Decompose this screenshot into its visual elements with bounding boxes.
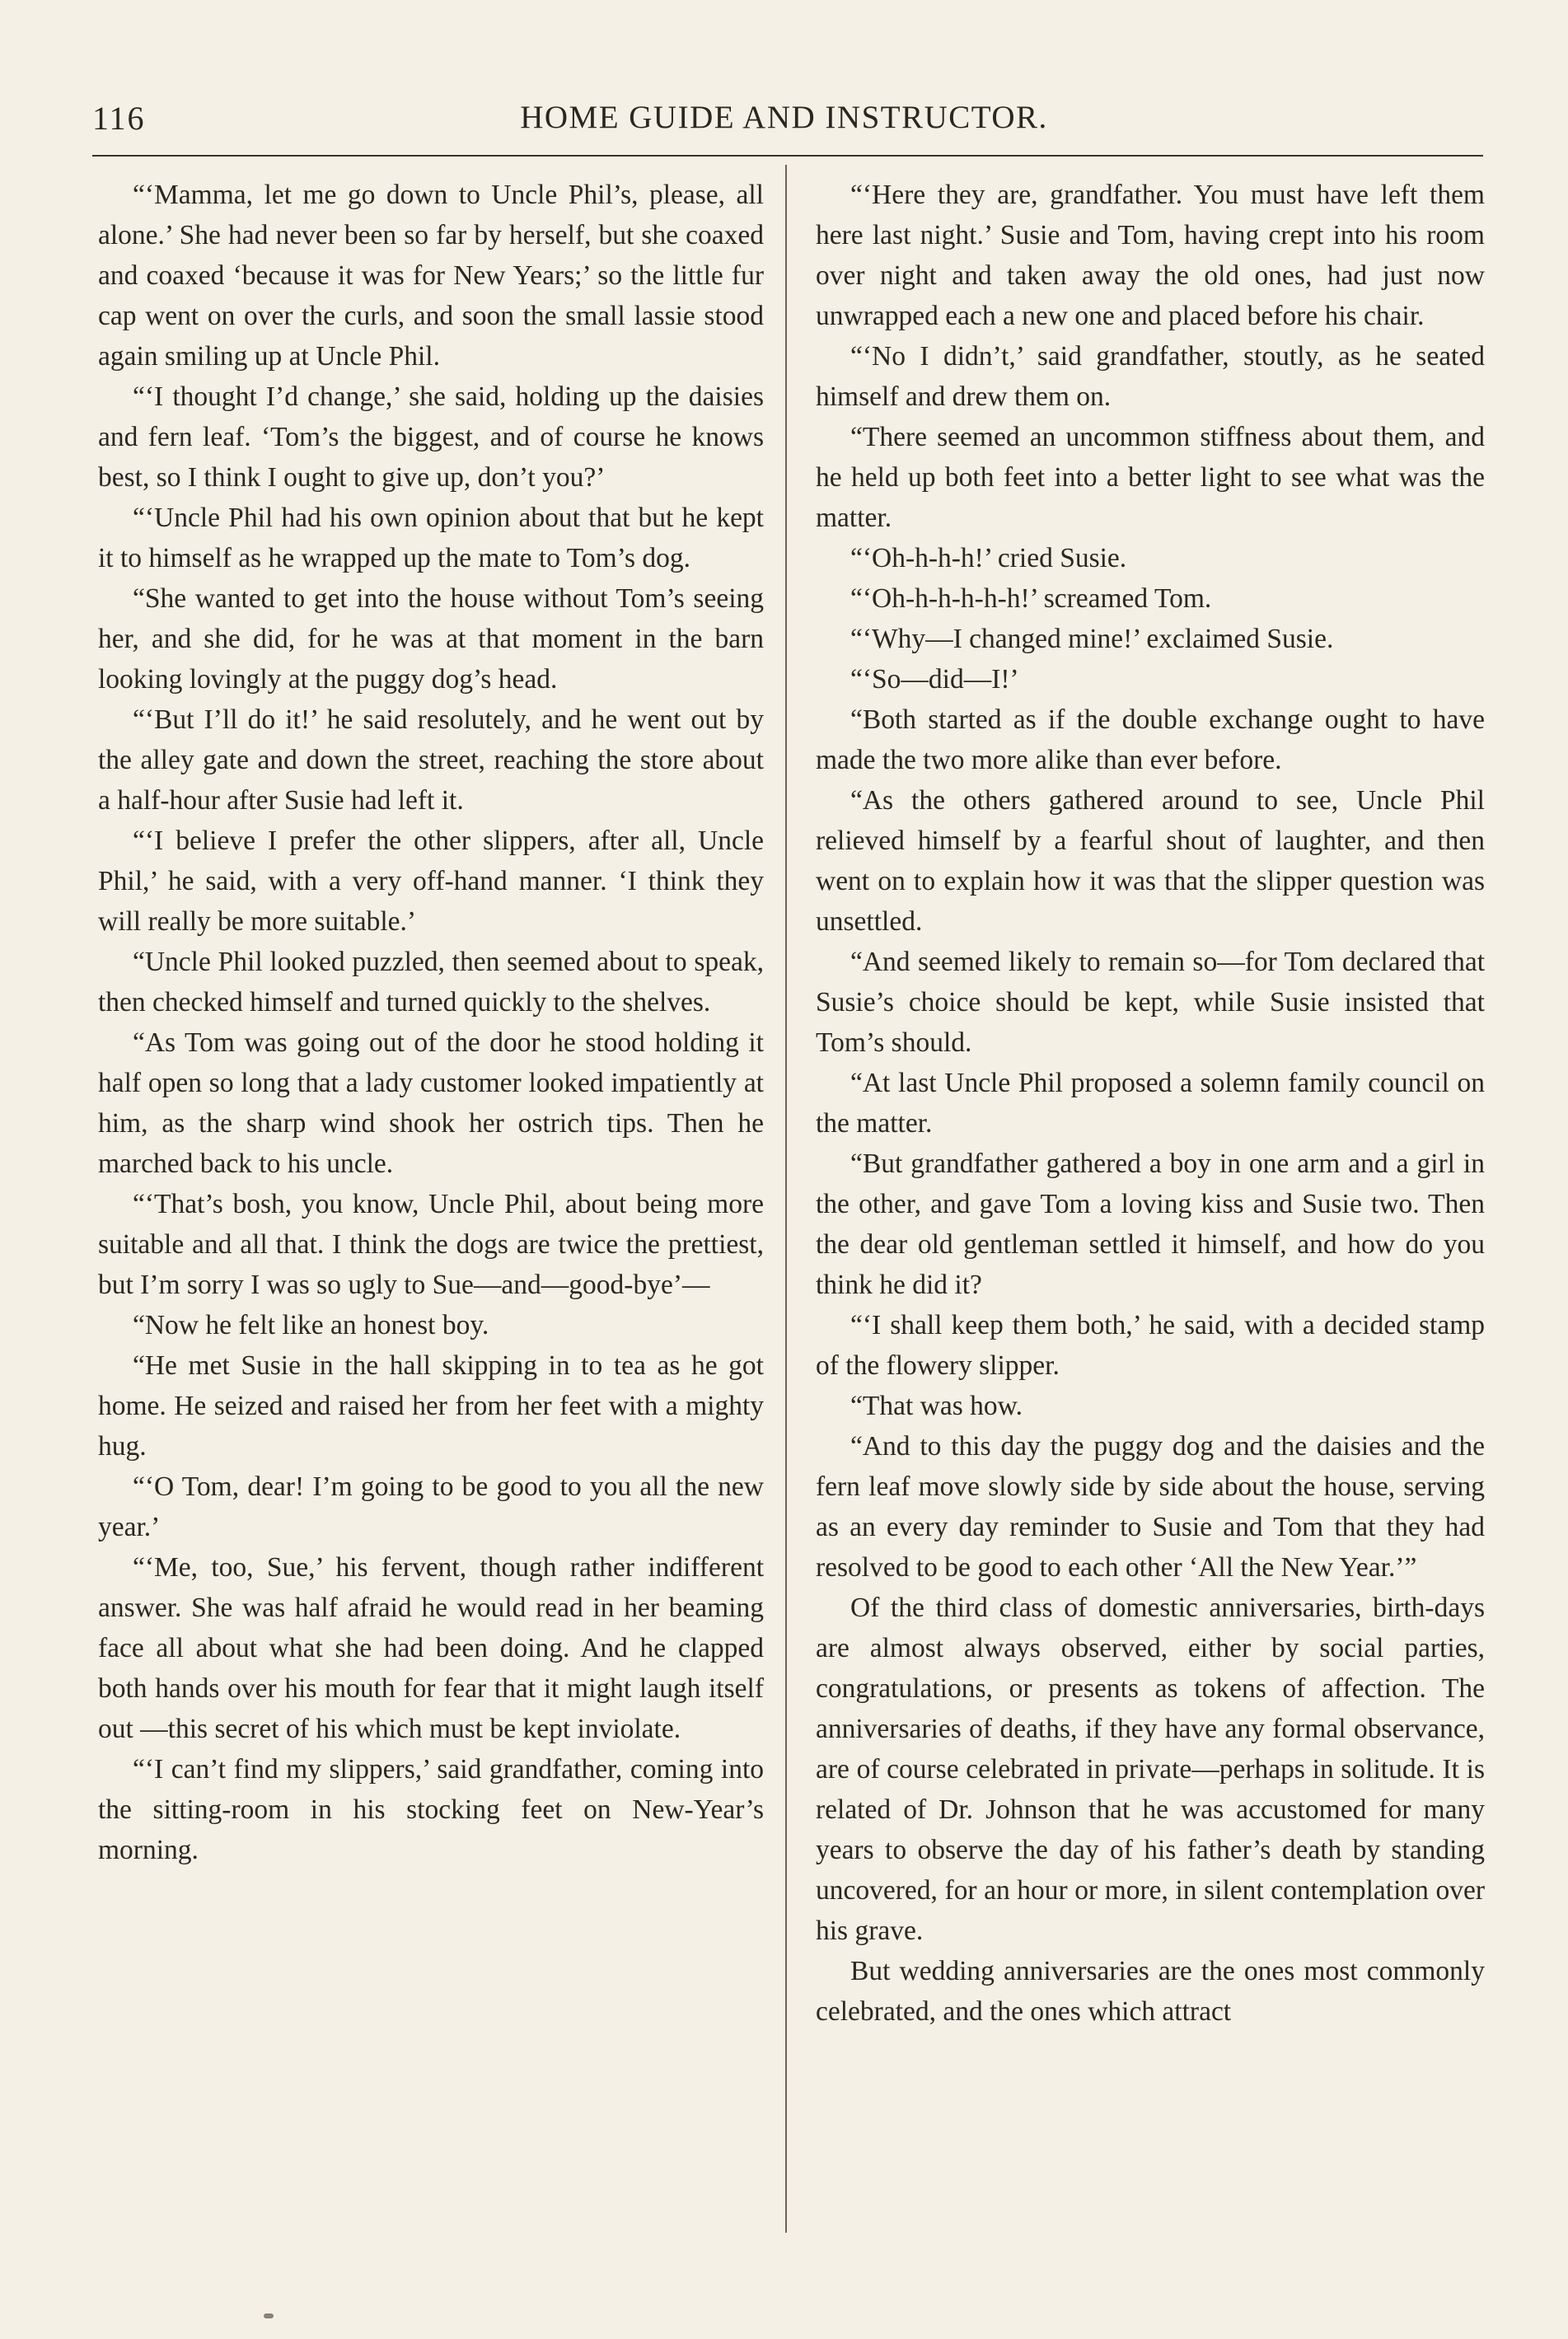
right-column	[816, 175, 1485, 2032]
paragraph: “Uncle Phil looked puzzled, then seemed about to speak, then checked himself and turned quickly to the shelves.	[98, 947, 764, 1017]
paragraph: “As the others gathered around to see, Uncle Phil relieved himself by a fearful shout of laughter, and then went on to explain how it was that the slipper question was unsettled.	[816, 785, 1485, 937]
paragraph: “Both started as if the double exchange ought to have made the two more alike than ever before.	[816, 704, 1485, 775]
paragraph: But wedding anniversaries are the ones most commonly celebrated, and the ones which attract	[816, 1956, 1485, 2027]
paragraph: “‘That’s bosh, you know, Uncle Phil, about being more suitable and all that. I think the dogs are twice the prettiest, but I’m sorry I was so ugly to Sue—and—good-bye’—	[98, 1189, 764, 1300]
paragraph: “‘Uncle Phil had his own opinion about that but he kept it to himself as he wrapped up the mate to Tom’s dog.	[98, 503, 764, 573]
paragraph: “‘No I didn’t,’ said grandfather, stoutly, as he seated himself and drew them on.	[816, 341, 1485, 412]
paragraph: “‘So—did—I!’	[850, 664, 1019, 695]
paragraph: “‘I thought I’d change,’ she said, holding up the daisies and fern leaf. ‘Tom’s the biggest, and of course he knows best, so I think I ought to give up, don’t you?’	[98, 381, 764, 493]
paragraph: “And to this day the puggy dog and the daisies and the fern leaf move slowly side by side about the house, serving as an every day reminder to Susie and Tom that they had resolved to be good to each other ‘All the New Year.’”	[816, 1431, 1485, 1583]
paragraph: “‘I shall keep them both,’ he said, with a decided stamp of the flowery slipper.	[816, 1310, 1485, 1381]
page-header	[92, 99, 1476, 148]
printer-mark	[264, 2313, 274, 2318]
paragraph: “Now he felt like an honest boy.	[133, 1310, 489, 1340]
paragraph: “‘Me, too, Sue,’ his fervent, though rather indifferent answer. She was half afraid he would read in her beaming face all about what she had been doing. And he clapped both hands over his mouth for fear that it might laugh itself out —this secret of his which must be kept inviolate.	[98, 1552, 764, 1744]
paragraph: “At last Uncle Phil proposed a solemn family council on the matter.	[816, 1068, 1485, 1139]
paragraph: “As Tom was going out of the door he stood holding it half open so long that a lady customer looked impatiently at him, as the sharp wind shook her ostrich tips. Then he marched back to his uncle.	[98, 1027, 764, 1179]
paragraph: “‘O Tom, dear! I’m going to be good to you all the new year.’	[98, 1471, 764, 1542]
running-title: HOME GUIDE AND INSTRUCTOR.	[520, 100, 1048, 135]
page-number: 116	[92, 100, 146, 137]
paragraph: “And seemed likely to remain so—for Tom declared that Susie’s choice should be kept, while Susie insisted that Tom’s should.	[816, 947, 1485, 1058]
paragraph: “‘Oh-h-h-h!’ cried Susie.	[850, 543, 1127, 573]
paragraph: “‘But I’ll do it!’ he said resolutely, and he went out by the alley gate and down the street, reaching the store about a half-hour after Susie had left it.	[98, 704, 764, 816]
paragraph: “‘Mamma, let me go down to Uncle Phil’s, please, all alone.’ She had never been so far by herself, but she coaxed and coaxed ‘because it was for New Years;’ so the little fur cap went on over the curls, and soon the small lassie stood again smiling up at Uncle Phil.	[98, 180, 764, 372]
paragraph: “She wanted to get into the house without Tom’s seeing her, and she did, for he was at that moment in the barn looking lovingly at the puggy dog’s head.	[98, 583, 764, 695]
header-rule	[92, 155, 1483, 157]
paragraph: “There seemed an uncommon stiffness about them, and he held up both feet into a better light to see what was the matter.	[816, 422, 1485, 533]
paragraph: “He met Susie in the hall skipping in to tea as he got home. He seized and raised her from her feet with a mighty hug.	[98, 1350, 764, 1462]
paragraph: “‘I believe I prefer the other slippers, after all, Uncle Phil,’ he said, with a very off-hand manner. ‘I think they will really be more suitable.’	[98, 826, 764, 937]
paragraph: “‘I can’t find my slippers,’ said grandfather, coming into the sitting-room in his stocking feet on New-Year’s morning.	[98, 1754, 764, 1865]
paragraph: “But grandfather gathered a boy in one arm and a girl in the other, and gave Tom a loving kiss and Susie two. Then the dear old gentleman settled it himself, and how do you think he did it?	[816, 1148, 1485, 1300]
paragraph: “That was how.	[850, 1391, 1023, 1421]
paragraph: “‘Why—I changed mine!’ exclaimed Susie.	[850, 624, 1334, 654]
paragraph: Of the third class of domestic anniversaries, birth-days are almost always observed, either by social parties, congratulations, or presents as tokens of affection. The anniversaries of deaths, if they have any formal observance, are of course celebrated in private—perhaps in solitude. It is related of Dr. Johnson that he was accustomed for many years to observe the day of his father’s death by standing uncovered, for an hour or more, in silent contemplation over his grave.	[816, 1593, 1485, 1946]
paragraph: “‘Here they are, grandfather. You must have left them here last night.’ Susie and Tom, having crept into his room over night and taken away the old ones, had just now unwrapped each a new one and placed before his chair.	[816, 180, 1485, 331]
paragraph: “‘Oh-h-h-h-h-h!’ screamed Tom.	[850, 583, 1212, 614]
column-divider	[785, 165, 787, 2233]
left-column	[98, 175, 764, 1870]
